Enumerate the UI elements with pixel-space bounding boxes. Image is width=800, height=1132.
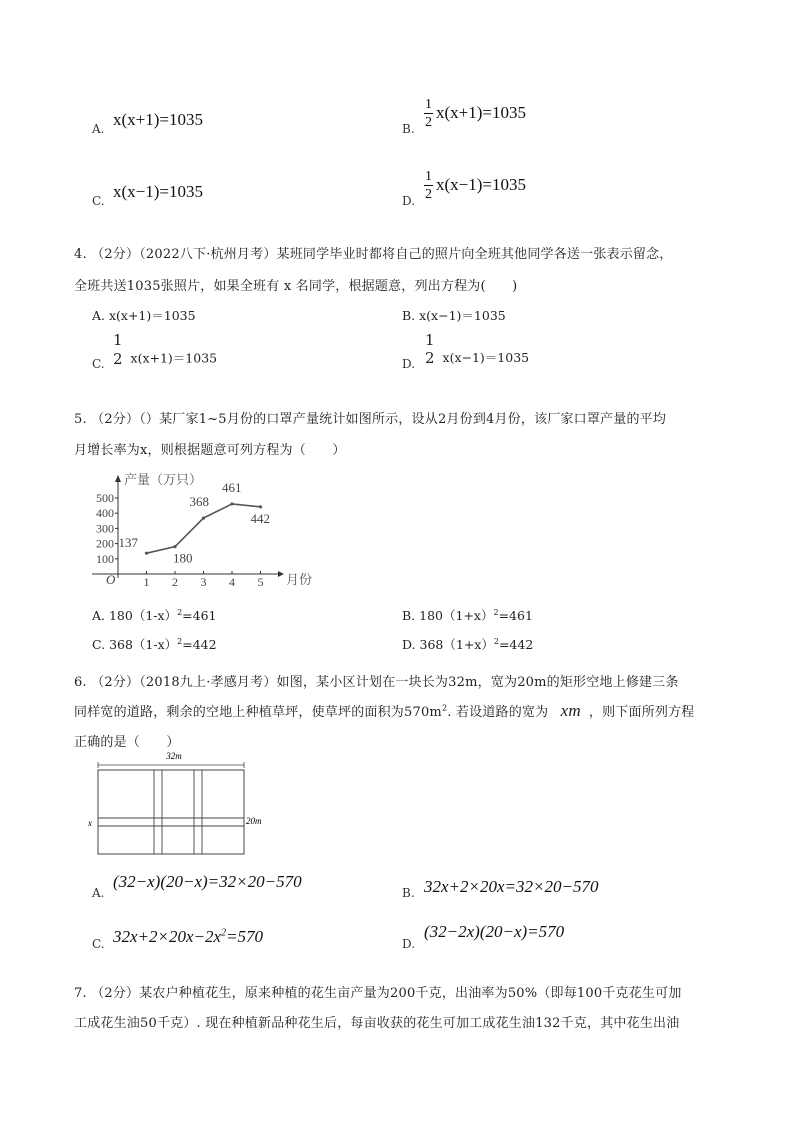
q5-line-2: 月增长率为x，则根据题意可列方程为（ ） <box>74 443 346 458</box>
diagram-label-width: 20m <box>246 816 262 826</box>
exponent: 2 <box>493 607 499 617</box>
q5-option-b[interactable] <box>402 606 533 624</box>
production-line <box>147 504 261 553</box>
expression: x(x+1)＝1035 <box>130 350 218 366</box>
exponent: 2 <box>221 927 227 939</box>
q3-option-a-label[interactable]: A. <box>92 122 105 136</box>
fraction-denominator: 2 <box>425 115 432 130</box>
y-tick-label: 200 <box>96 536 114 551</box>
production-line-chart <box>88 470 328 590</box>
q5-option-d[interactable] <box>402 635 533 653</box>
fraction-numerator: 1 <box>425 97 432 112</box>
fraction-denominator: 2 <box>425 349 435 367</box>
intersection-2 <box>195 819 201 825</box>
data-label: 461 <box>222 479 242 495</box>
q7-line-2: 工成花生油50千克）. 现在种植新品种花生后，每亩收获的花生可加工成花生油132千克，其中花生出油 <box>74 1016 680 1031</box>
data-label: 180 <box>173 550 193 566</box>
x-axis-arrow <box>278 571 284 577</box>
q4-option-a[interactable]: A. x(x+1)＝1035 <box>92 308 196 323</box>
q3-option-d-label[interactable]: D. <box>402 194 416 208</box>
q4-line-1: 4. （2分）（2022八下·杭州月考）某班同学毕业时都将自己的照片向全班其他同学各送一张表示留念， <box>74 247 673 262</box>
expression: x(x−1)＝1035 <box>442 350 530 365</box>
y-tick-label: 500 <box>96 491 114 505</box>
option-text: D. 368（1+x） <box>402 637 494 652</box>
exponent: 2 <box>441 703 448 713</box>
exponent: 2 <box>493 636 499 646</box>
data-label: 368 <box>189 494 209 510</box>
expression: x(x+1)=1035 <box>436 102 526 122</box>
q6-option-a-label[interactable]: A. <box>92 886 105 900</box>
q4-option-c-expr <box>112 333 217 367</box>
data-point <box>173 545 176 548</box>
q4-option-d-label[interactable]: D. <box>402 357 416 371</box>
expression: x(x−1)=1035 <box>436 174 526 194</box>
data-point <box>230 502 233 505</box>
q6-line-2 <box>74 701 695 721</box>
q3-option-b-label[interactable]: B. <box>402 122 415 136</box>
diagram-label-x: x <box>88 818 92 828</box>
q3-option-c-expr: x(x−1)=1035 <box>113 182 203 201</box>
q3-option-a-expr: x(x+1)=1035 <box>113 110 203 129</box>
chart-root <box>92 472 312 589</box>
q6-option-b-label[interactable]: B. <box>402 886 415 900</box>
q6-line-2-c: ，则下面所列方程 <box>588 705 695 720</box>
q6-option-d-label[interactable]: D. <box>402 937 416 951</box>
q6-line-1: 6. （2分）（2018九上·孝感月考）如图，某小区计划在一块长为32m，宽为20m的矩形空地上修建三条 <box>74 675 679 690</box>
q6-option-d-expr: (32−2x)(20−x)=570 <box>424 922 565 941</box>
q5-option-c[interactable] <box>92 635 217 653</box>
y-axis-label: 产量（万只） <box>124 472 203 487</box>
q6-option-c-expr <box>113 927 263 947</box>
diagram-label-length: 32m <box>166 751 182 761</box>
x-tick-label: 5 <box>257 575 264 589</box>
fraction-denominator: 2 <box>425 187 432 202</box>
q4-option-b[interactable]: B. x(x−1)＝1035 <box>402 308 506 323</box>
q6-option-c-label[interactable]: C. <box>92 937 105 951</box>
fraction-numerator: 1 <box>425 169 432 184</box>
q4-option-c-label[interactable]: C. <box>92 357 105 371</box>
q6-line-3: 正确的是（ ） <box>74 735 180 750</box>
q3-option-c-label[interactable]: C. <box>92 194 105 208</box>
q6-line-2-a: 同样宽的道路，剩余的空地上种植草坪，使草坪的面积为570m <box>74 705 442 720</box>
exponent: 2 <box>177 636 183 646</box>
fraction-numerator: 1 <box>113 331 123 349</box>
y-tick-label: 400 <box>96 506 114 521</box>
q3-option-b-expr <box>424 98 526 130</box>
q6-option-b-expr: 32x+2×20x=32×20−570 <box>424 877 599 896</box>
q6-option-a-expr: (32−x)(20−x)=32×20−570 <box>113 872 302 891</box>
expression-rhs: =570 <box>226 927 264 946</box>
y-axis-arrow <box>115 475 121 482</box>
option-rhs: =442 <box>498 637 534 652</box>
x-tick-label: 2 <box>172 575 178 589</box>
q4-line-2: 全班共送1035张照片，如果全班有 x 名同学，根据题意，列出方程为( ) <box>74 279 518 294</box>
option-rhs: =461 <box>182 608 217 623</box>
q3-option-d-expr <box>424 170 526 202</box>
option-text: A. 180（1-x） <box>92 608 178 623</box>
x-tick-label: 1 <box>143 575 150 589</box>
variable-xm: xm <box>560 701 581 720</box>
x-tick-label: 4 <box>229 575 235 589</box>
q5-line-1: 5. （2分）（）某厂家1~5月份的口罩产量统计如图所示，设从2月份到4月份，该厂家口罩产量的平均 <box>74 412 667 427</box>
q7-line-1: 7. （2分）某农户种植花生，原来种植的花生亩产量为200千克，出油率为50%（即每100千克花生可加 <box>74 986 682 1001</box>
data-point <box>145 552 148 555</box>
data-label: 137 <box>118 535 138 551</box>
road-diagram <box>84 750 264 860</box>
option-text: B. 180（1+x） <box>402 608 494 623</box>
x-axis-label: 月份 <box>286 572 313 587</box>
y-tick-label: 300 <box>96 521 114 536</box>
option-rhs: =461 <box>498 608 533 623</box>
fraction-denominator: 2 <box>113 350 123 368</box>
data-label: 442 <box>250 510 270 526</box>
data-point <box>259 505 262 508</box>
q6-line-2-b: . 若设道路的宽为 <box>447 705 549 720</box>
q4-option-d-expr <box>424 333 529 366</box>
origin-label: O <box>106 572 116 587</box>
x-tick-label: 3 <box>200 575 207 589</box>
option-rhs: =442 <box>182 637 217 652</box>
option-text: C. 368（1-x） <box>92 637 178 652</box>
fraction-numerator: 1 <box>425 331 435 349</box>
data-point <box>202 516 205 519</box>
intersection-1 <box>155 819 161 825</box>
exponent: 2 <box>177 607 183 617</box>
expression: 32x+2×20x−2x <box>113 927 222 946</box>
field-outline <box>98 770 244 854</box>
q5-option-a[interactable] <box>92 606 217 624</box>
y-tick-label: 100 <box>96 551 114 566</box>
